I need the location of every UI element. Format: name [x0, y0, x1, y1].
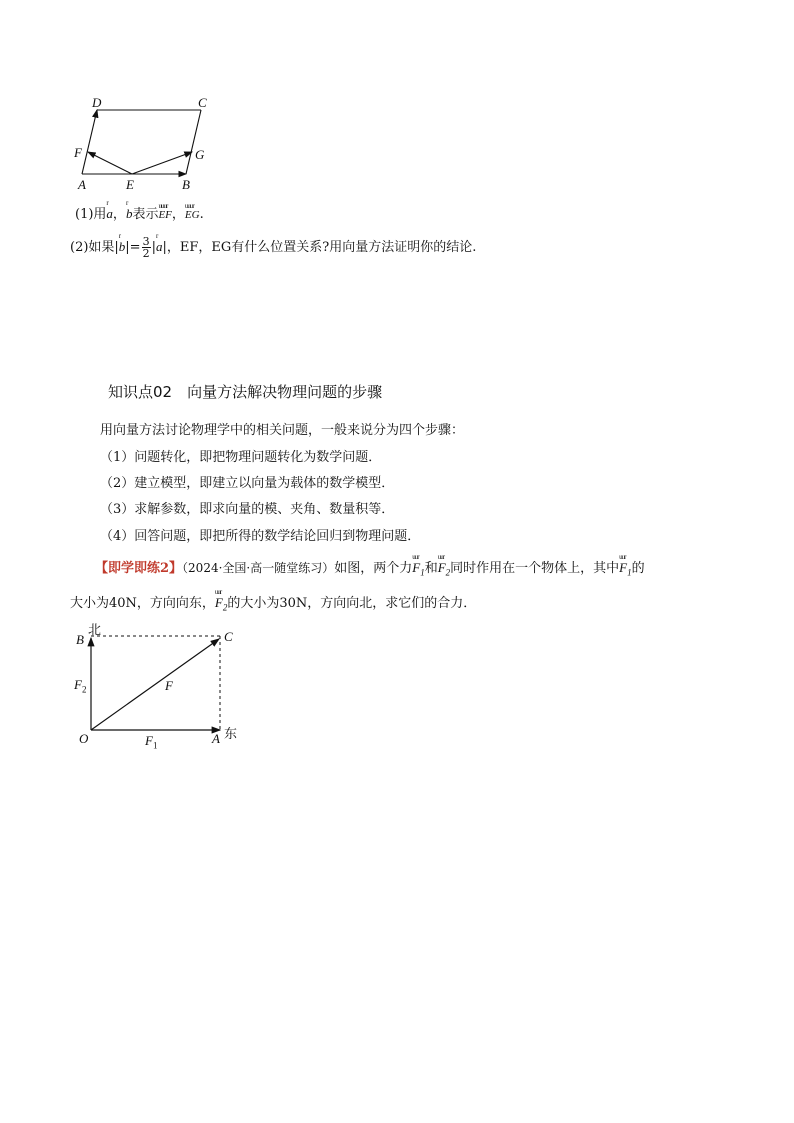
label-f: F — [165, 678, 173, 693]
label-f1: $F_1$ — [145, 733, 158, 751]
vector-oc — [91, 639, 219, 730]
edge-bc — [186, 110, 201, 174]
label-a: A — [78, 177, 86, 192]
vector-eg — [132, 152, 192, 174]
label-c2: C — [224, 629, 233, 644]
label-f2: $F_2$ — [74, 677, 87, 695]
vector-ef — [88, 152, 132, 174]
label-g: G — [195, 147, 205, 162]
step-1: （1）问题转化，即把物理问题转化为数学问题． — [100, 450, 382, 465]
label-a2: A — [212, 731, 220, 746]
question-2: (2)如果| r b|= $\frac{3}{2}$ | r a|，EF，EG有什么位置关系?用向量方法证明你的结论. — [70, 232, 477, 260]
step-3: （3）求解参数，即求向量的模、夹角、数量积等． — [100, 502, 395, 517]
label-d: D — [92, 95, 102, 110]
step-2: （2）建立模型，即建立以向量为载体的数学模型． — [100, 476, 395, 491]
fraction-three-halves: $\frac{3}{2}$ — [142, 235, 150, 260]
label-north: 北 — [88, 623, 102, 638]
label-f: F — [74, 145, 82, 160]
section-title: 知识点02 向量方法解决物理问题的步骤 — [108, 383, 383, 401]
label-o: O — [79, 731, 89, 746]
label-e: E — [126, 177, 134, 192]
label-east: 东 — [224, 727, 238, 742]
practice-line-2: 大小为40N，方向向东， uur $F_2$的大小为30N，方向向北，求它们的合力． — [70, 588, 477, 613]
label-b2: B — [76, 632, 84, 647]
practice-tag: 【即学即练2】 — [95, 561, 183, 576]
label-c: C — [198, 95, 207, 110]
step-4: （4）回答问题，即把所得的数学结论回归到物理问题． — [100, 529, 421, 544]
force-diagram — [70, 625, 250, 755]
edge-ad — [82, 110, 97, 174]
question-1: (1)用 r a， r b表示 uuur EF， uuur EG. — [75, 199, 204, 222]
intro-text: 用向量方法讨论物理学中的相关问题，一般来说分为四个步骤： — [100, 423, 465, 438]
practice-line-1: 【即学即练2】（2024·全国·高一随堂练习）如图，两个力 uur $F_1$和 uur $F_2$同时作用在一个物体上，其中 uur $F_1$的 — [95, 553, 645, 578]
label-b: B — [182, 177, 190, 192]
